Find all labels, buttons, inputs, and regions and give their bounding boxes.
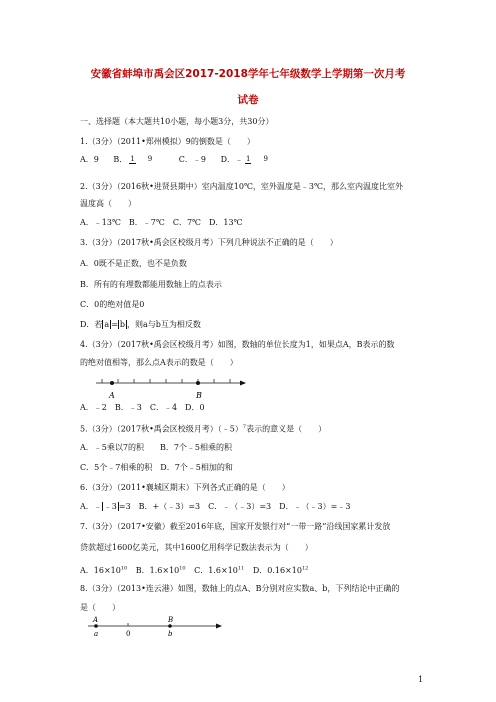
q7-stem-line1: 7.（3分）（2017•安徽）截至2016年底，国家开发银行对“一带一路”沿线国家累计发放 bbox=[80, 522, 391, 531]
q7-option-b-exponent: 10 bbox=[179, 565, 186, 571]
q3-option-d-label: D．若 bbox=[80, 320, 103, 329]
q1-option-b bbox=[113, 154, 164, 165]
q4-label-b: B bbox=[196, 391, 202, 400]
q5-stem bbox=[80, 422, 456, 435]
q7-option-c-exponent: 11 bbox=[237, 565, 245, 571]
q8-label-zero: 0 bbox=[126, 630, 131, 638]
q3-option-b: B．所有的有理数都能用数轴上的点表示 bbox=[80, 280, 222, 289]
q7-option-c bbox=[194, 566, 244, 575]
q8-axis-arrow bbox=[216, 624, 222, 629]
q7-option-a-exponent: 10 bbox=[120, 565, 128, 571]
q4-stem-line2: 的绝对值相等，那么点A表示的数是（ ） bbox=[80, 358, 238, 367]
q6-stem: 6.（3分）（2011•襄城区期末）下列各式正确的是（ ） bbox=[80, 483, 290, 492]
section-header: 一、选择题（本大题共10小题，每小题3分，共30分） bbox=[80, 117, 274, 126]
q5-options-line1: A．﹣5乘以7的积 B．7个﹣5相乘的积 bbox=[80, 443, 233, 452]
q8-number-line bbox=[88, 614, 228, 642]
q5-options-line2: C．5个﹣7相乘的积 D．7个﹣5相加的和 bbox=[80, 463, 233, 472]
document-title-line2: 试卷 bbox=[237, 94, 259, 106]
q7-option-d bbox=[253, 566, 308, 575]
q1-option-b-fraction bbox=[129, 156, 164, 164]
q7-option-d-base: D．0.16×10 bbox=[252, 565, 302, 575]
q6-options-rest: B．+（﹣3）=3 C．﹣（﹣3）=3 D．﹣（﹣3）=﹣3 bbox=[130, 502, 351, 511]
q7-option-a-base: A．16×10 bbox=[80, 565, 121, 575]
q6-option-a-label: A．﹣ bbox=[80, 502, 102, 511]
q5-stem-text: 5.（3分）（2017秋•禹会区校级月考）（﹣5） bbox=[80, 424, 243, 434]
q8-stem-line1: 8.（3分）（2013•连云港）如图，数轴上的点A、B分别对应实数a、b，下列结论中正确的 bbox=[80, 584, 400, 593]
q3-option-d-conclusion: ，则a与b互为相反数 bbox=[127, 320, 201, 329]
q4-point-b bbox=[196, 381, 200, 385]
q7-option-b-base: B．1.6×10 bbox=[135, 565, 180, 575]
q1-option-b-label: B． bbox=[113, 155, 128, 164]
q2-stem-line1: 2.（3分）（2016秋•进贤县期中）室内温度10℃，室外温度是﹣3℃，那么室内温度比室外 bbox=[80, 182, 403, 191]
document-title-line1: 安徽省蚌埠市禹会区2017-2018学年七年级数学上学期第一次月考 bbox=[90, 68, 406, 80]
q4-options: A．﹣2 B．﹣3 C．﹣4 D．0 bbox=[80, 403, 205, 412]
q1-option-d-numerator: 1 bbox=[245, 155, 251, 163]
q8-label-lower-a: a bbox=[94, 630, 99, 638]
q1-option-d-denominator: 9 bbox=[263, 155, 268, 163]
q1-options bbox=[80, 154, 456, 165]
q2-options: A．﹣13℃ B．﹣7℃ C．7℃ D．13℃ bbox=[80, 218, 243, 227]
q8-point-b bbox=[168, 624, 172, 628]
q1-option-d-label: D．﹣ bbox=[220, 155, 243, 164]
q8-stem-line2: 是（ ） bbox=[80, 603, 120, 612]
q7-option-a bbox=[80, 566, 127, 575]
page-number: 1 bbox=[418, 675, 424, 684]
q1-option-c: C．﹣9 bbox=[178, 155, 207, 164]
q1-option-d bbox=[221, 154, 280, 165]
q3-option-d-abs-a: a bbox=[104, 320, 110, 329]
q4-number-line bbox=[92, 374, 252, 404]
q3-stem: 3.（3分）（2017秋•禹会区校级月考）下列几种说法不正确的是（ ） bbox=[80, 238, 338, 247]
q1-stem: 1.（3分）（2011•郑州模拟）9的倒数是（ ） bbox=[80, 137, 255, 146]
q7-option-c-base: C．1.6×10 bbox=[194, 565, 238, 575]
q8-label-lower-b: b bbox=[168, 630, 173, 638]
q6-option-a-result: =3 bbox=[118, 502, 131, 511]
q7-option-b bbox=[136, 566, 186, 575]
q8-label-upper-b: B bbox=[168, 616, 174, 624]
q8-point-a bbox=[94, 624, 98, 628]
q8-label-upper-a: A bbox=[93, 616, 99, 624]
q6-options bbox=[80, 501, 456, 512]
q1-option-a: A．9 bbox=[80, 155, 99, 164]
q3-option-c: C．0的绝对值是0 bbox=[80, 300, 145, 309]
q6-option-a-abs: ﹣3 bbox=[103, 502, 117, 511]
q7-stem-line2: 贷款超过1600亿美元，其中1600亿用科学记数法表示为（ ） bbox=[80, 543, 313, 552]
q1-option-b-denominator: 9 bbox=[147, 155, 153, 163]
q3-option-d bbox=[80, 319, 456, 330]
q4-stem-line1: 4.（3分）（2017秋•禹会区校级月考）如图，数轴的单位长度为1，如果点A，B表示的数 bbox=[80, 340, 395, 349]
q1-option-d-fraction bbox=[245, 156, 280, 164]
q4-label-a: A bbox=[109, 391, 115, 400]
q7-option-d-exponent: 12 bbox=[301, 565, 309, 571]
q4-axis-arrow bbox=[240, 381, 246, 386]
q4-ticks bbox=[102, 379, 230, 383]
q1-option-b-numerator: 1 bbox=[130, 155, 135, 163]
q2-stem-line2: 温度高（ ） bbox=[80, 199, 136, 208]
q3-option-d-equals: = bbox=[111, 320, 118, 329]
q7-options bbox=[80, 563, 456, 576]
q3-option-a: A．0既不是正数，也不是负数 bbox=[80, 259, 187, 268]
q5-stem-suffix: 表示的意义是（ ） bbox=[246, 424, 327, 434]
q4-point-a bbox=[110, 381, 114, 385]
q5-exponent: 7 bbox=[242, 424, 247, 430]
q3-option-d-abs-b: b bbox=[119, 320, 126, 329]
